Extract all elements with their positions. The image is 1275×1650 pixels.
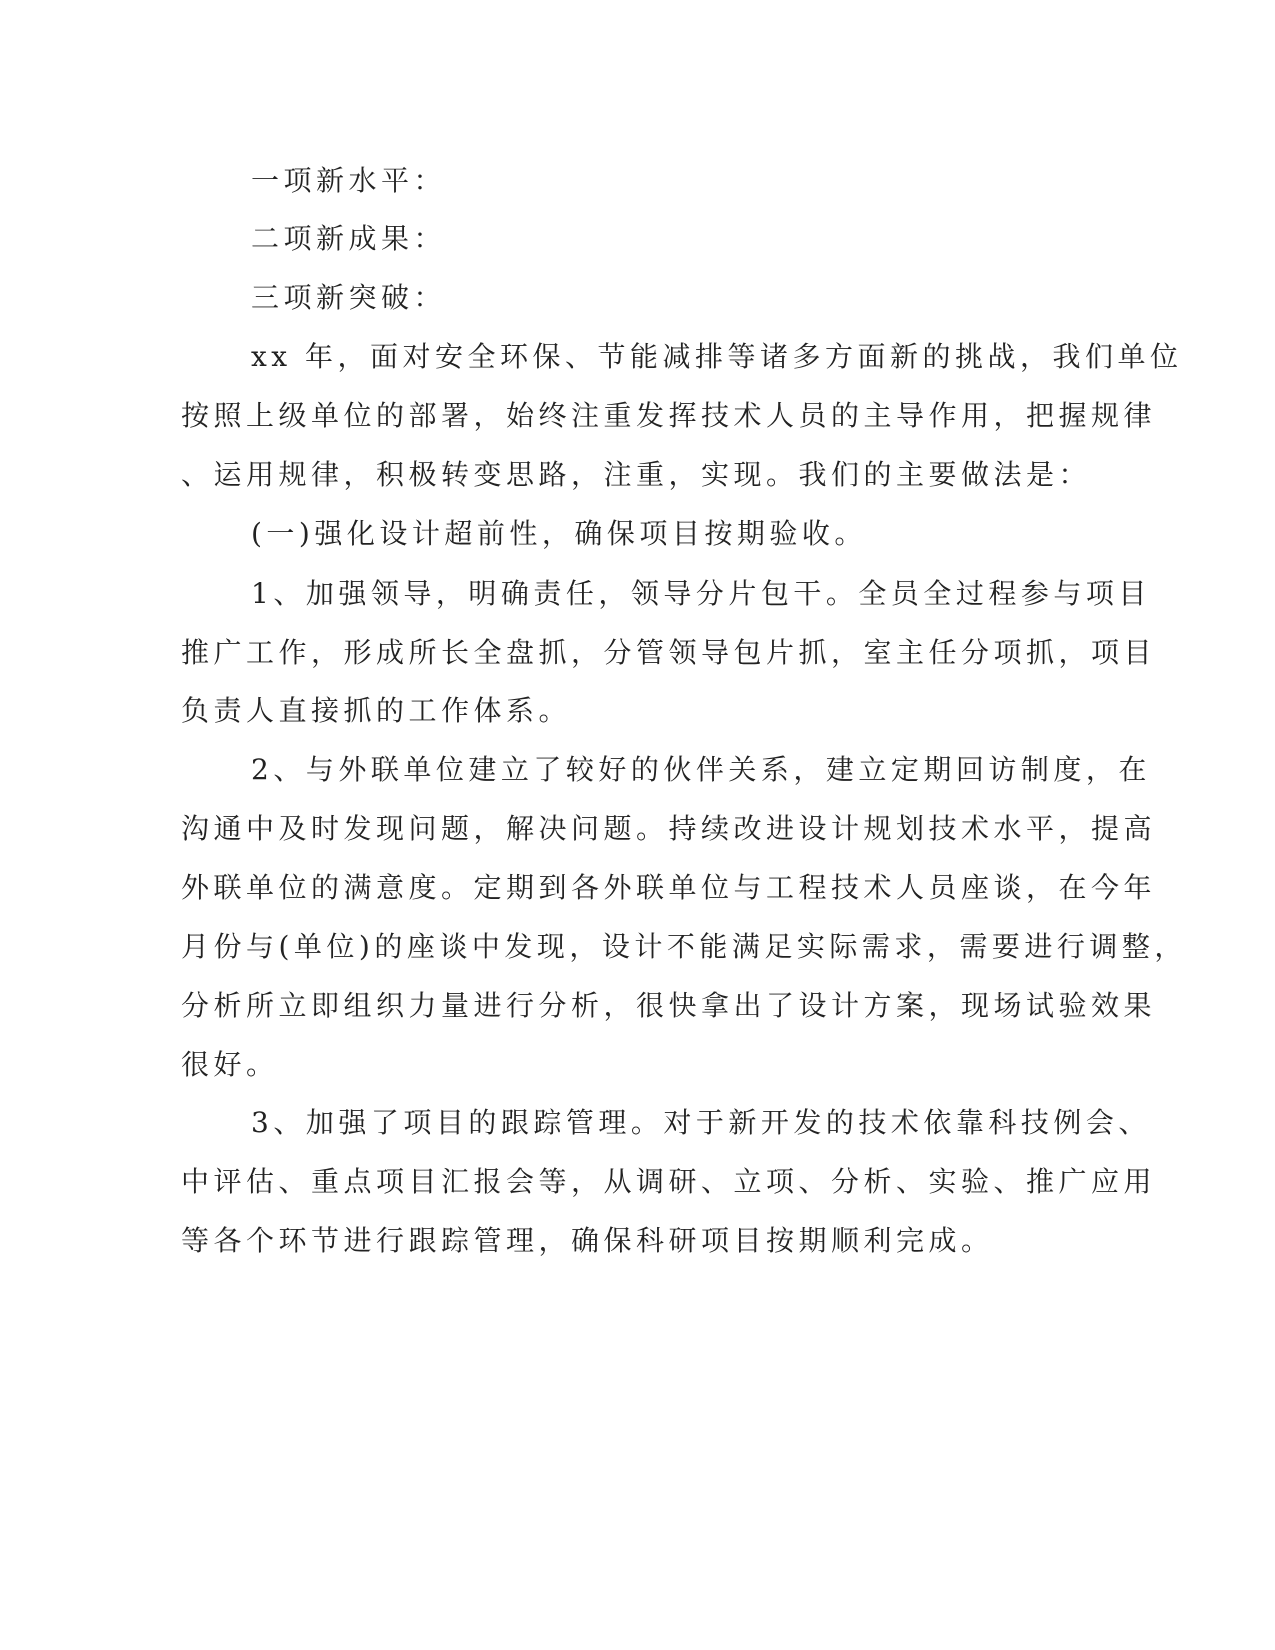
paragraph-intro-line-2: 按照上级单位的部署，始终注重发挥技术人员的主导作用，把握规律 — [181, 399, 1157, 432]
paragraph-intro-line-3: 、运用规律，积极转变思路，注重，实现。我们的主要做法是： — [181, 458, 1092, 491]
paragraph-2-line-5: 分析所立即组织力量进行分析，很快拿出了设计方案，现场试验效果 — [181, 989, 1157, 1022]
paragraph-intro-line-1: xx 年，面对安全环保、节能减排等诸多方面新的挑战，我们单位 — [251, 340, 1183, 373]
paragraph-1-line-3: 负责人直接抓的工作体系。 — [181, 694, 572, 727]
paragraph-2-line-2: 沟通中及时发现问题，解决问题。持续改进设计规划技术水平，提高 — [181, 812, 1157, 845]
heading-item-2: 二项新成果： — [251, 222, 447, 255]
section-heading: (一)强化设计超前性，确保项目按期验收。 — [251, 517, 867, 550]
paragraph-1-line-1: 1、加强领导，明确责任，领导分片包干。全员全过程参与项目 — [251, 577, 1151, 610]
heading-item-1: 一项新水平： — [251, 164, 447, 197]
paragraph-3-line-3: 等各个环节进行跟踪管理，确保科研项目按期顺利完成。 — [181, 1224, 994, 1257]
paragraph-2-line-6: 很好。 — [181, 1048, 279, 1081]
paragraph-2-line-1: 2、与外联单位建立了较好的伙伴关系，建立定期回访制度，在 — [251, 753, 1151, 786]
paragraph-2-line-4: 月份与(单位)的座谈中发现，设计不能满足实际需求，需要进行调整， — [181, 930, 1187, 963]
paragraph-3-line-1: 3、加强了项目的跟踪管理。对于新开发的技术依靠科技例会、 — [251, 1106, 1151, 1139]
paragraph-1-line-2: 推广工作，形成所长全盘抓，分管领导包片抓，室主任分项抓，项目 — [181, 636, 1157, 669]
heading-item-3: 三项新突破： — [251, 281, 447, 314]
paragraph-3-line-2: 中评估、重点项目汇报会等，从调研、立项、分析、实验、推广应用 — [181, 1165, 1157, 1198]
paragraph-2-line-3: 外联单位的满意度。定期到各外联单位与工程技术人员座谈，在今年 — [181, 871, 1157, 904]
